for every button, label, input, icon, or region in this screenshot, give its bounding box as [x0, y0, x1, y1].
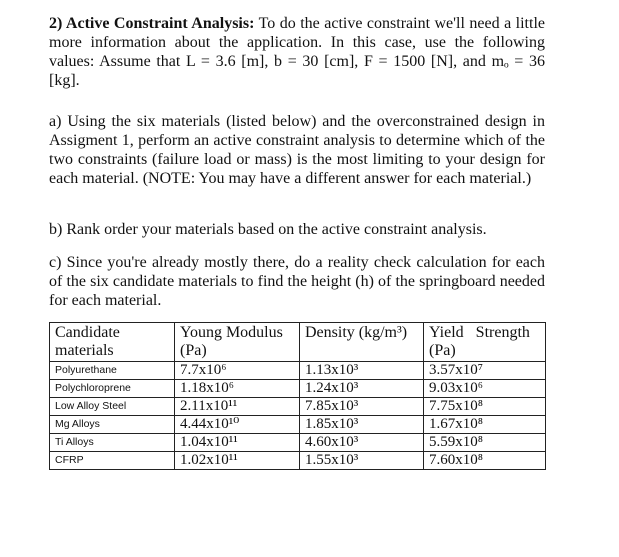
- cell-yield: 7.75x10⁸: [424, 398, 546, 416]
- part-a-paragraph: a) Using the six materials (listed below) and the overconstrained design in Assigment 1, perform an active constraint analysis to determine which of the two constraints (failure load or mass) is the most limiting to your design for each material. (NOTE: You may have a different answer for each material.): [49, 113, 545, 187]
- section-heading: 2) Active Constraint Analysis:: [49, 15, 255, 32]
- materials-table: [49, 322, 546, 470]
- cell-density: 1.13x10³: [300, 362, 424, 380]
- cell-material: Mg Alloys: [50, 416, 175, 434]
- cell-modulus: 4.44x10¹⁰: [175, 416, 300, 434]
- table-header-row: [50, 323, 546, 362]
- cell-material: CFRP: [50, 452, 175, 470]
- cell-density: 1.55x10³: [300, 452, 424, 470]
- cell-yield: 5.59x10⁸: [424, 434, 546, 452]
- cell-density: 1.24x10³: [300, 380, 424, 398]
- table-row: [50, 434, 546, 452]
- table-row: [50, 416, 546, 434]
- part-c-paragraph: c) Since you're already mostly there, do a reality check calculation for each of the six candidate materials to find the height (h) of the springboard needed for each material.: [49, 254, 545, 309]
- cell-density: 7.85x10³: [300, 398, 424, 416]
- intro-text: To do the active constraint we'll need a little more information about the application. In this case, use the following values: Assume that L = 3.6 [m], b = 30 [cm], F = 1500 [N], and mₒ = 36 [kg].: [49, 15, 545, 89]
- table-row: [50, 398, 546, 416]
- cell-yield: 3.57x10⁷: [424, 362, 546, 380]
- cell-modulus: 1.18x10⁶: [175, 380, 300, 398]
- cell-yield: 7.60x10⁸: [424, 452, 546, 470]
- cell-density: 1.85x10³: [300, 416, 424, 434]
- cell-density: 4.60x10³: [300, 434, 424, 452]
- cell-material: Ti Alloys: [50, 434, 175, 452]
- cell-material: Polychloroprene: [50, 380, 175, 398]
- cell-modulus: 7.7x10⁶: [175, 362, 300, 380]
- header-density: Density (kg/m³): [300, 323, 424, 362]
- intro-paragraph: [49, 14, 545, 90]
- cell-yield: 9.03x10⁶: [424, 380, 546, 398]
- cell-modulus: 2.11x10¹¹: [175, 398, 300, 416]
- cell-material: Low Alloy Steel: [50, 398, 175, 416]
- cell-material: Polyurethane: [50, 362, 175, 380]
- cell-yield: 1.67x10⁸: [424, 416, 546, 434]
- table-row: [50, 362, 546, 380]
- header-young-modulus: Young Modulus (Pa): [175, 323, 300, 362]
- table-row: [50, 452, 546, 470]
- header-yield-strength: Yield Strength (Pa): [424, 323, 546, 362]
- cell-modulus: 1.04x10¹¹: [175, 434, 300, 452]
- header-material: Candidate materials: [50, 323, 175, 362]
- part-b-paragraph: b) Rank order your materials based on the active constraint analysis.: [49, 221, 487, 238]
- table-row: [50, 380, 546, 398]
- cell-modulus: 1.02x10¹¹: [175, 452, 300, 470]
